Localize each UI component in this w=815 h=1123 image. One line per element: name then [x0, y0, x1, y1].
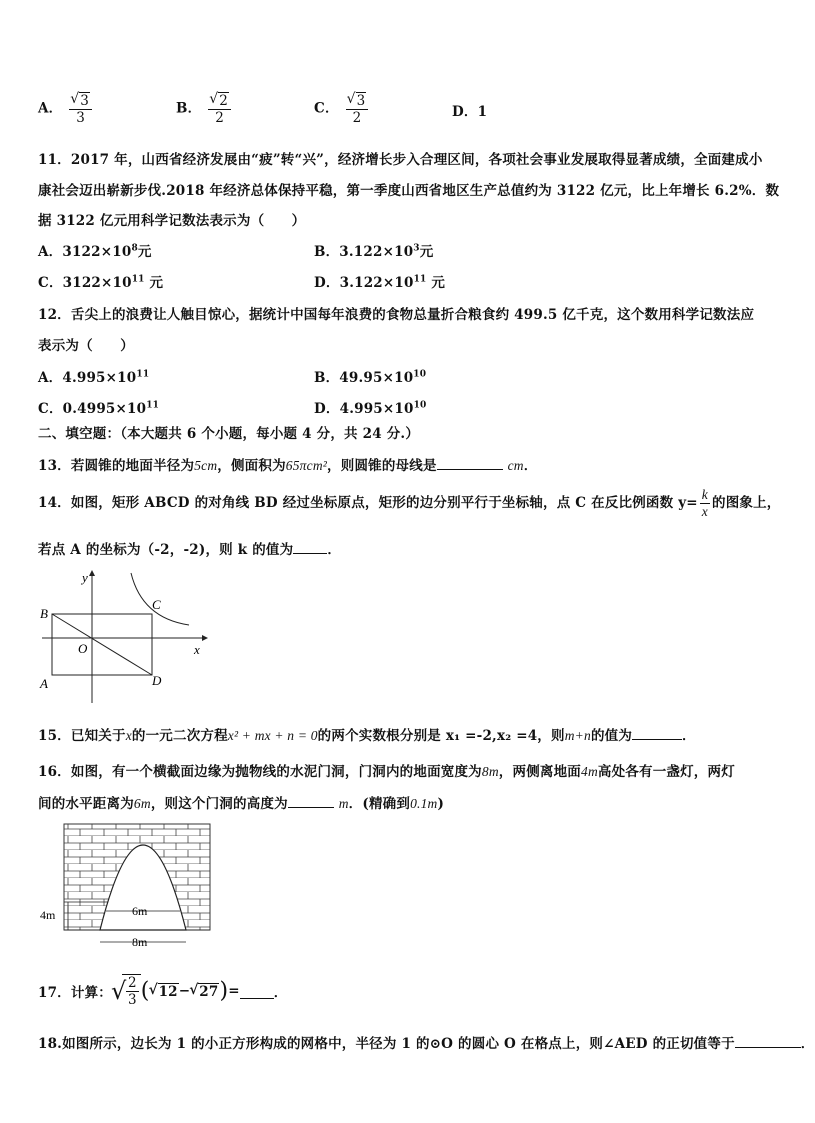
q12-option-a [38, 366, 149, 386]
paren: ( [140, 978, 150, 1004]
text: ，侧面积为 [217, 458, 286, 474]
option-text: D．3.122×10 [314, 275, 414, 291]
q14-line-2 [38, 538, 341, 558]
text: ． [273, 985, 288, 1001]
unit: m [338, 796, 349, 811]
q11-line-1: 11．2017 年，山西省经济发展由“疲”转“兴”，经济增长步入合理区间，各项社会事业发展取得显著成绩，全面建成小 [38, 152, 763, 168]
unit: 元 [419, 244, 434, 260]
answer-blank[interactable] [735, 1033, 801, 1048]
text: 14．如图，矩形 ABCD 的对角线 BD 经过坐标原点，矩形的边分别平行于坐标轴，点 C 在反比例函数 y= [38, 495, 698, 511]
q12-option-c [38, 397, 159, 417]
text: = [228, 983, 240, 999]
q16-figure [38, 822, 214, 952]
denominator: x [701, 504, 708, 519]
minus: − [178, 983, 191, 999]
option-label: C． [314, 100, 339, 117]
q10-option-c [314, 92, 370, 126]
exponent: 11 [413, 274, 427, 285]
answer-blank[interactable] [437, 455, 503, 470]
label-b: B [40, 606, 48, 621]
radical: √ 3 [79, 92, 90, 109]
answer-blank[interactable] [240, 984, 274, 999]
text: ，两侧离地面 [498, 764, 581, 780]
radical: √ 2 [218, 92, 229, 109]
option-text: B．3.122×10 [314, 244, 414, 260]
text: ． [682, 728, 696, 744]
label-4m: 4m [40, 908, 56, 922]
text: ) [437, 796, 445, 812]
q10-option-d: D．1 [452, 104, 488, 120]
q10-option-b [176, 92, 233, 126]
q11-option-b [314, 240, 433, 260]
fraction [126, 975, 139, 1008]
exponent: 3 [413, 243, 420, 254]
numerator: 2 [128, 975, 137, 991]
q17 [38, 974, 288, 1008]
math: m+n [564, 728, 591, 743]
text: 18.如图所示，边长为 1 的小正方形构成的网格中，半径为 1 的⊙O 的圆心 O 在格点上，则∠AED 的正切值等于 [38, 1036, 735, 1052]
label-c: C [152, 597, 161, 612]
denominator: 2 [352, 110, 362, 126]
fraction [346, 92, 369, 126]
diagonal-bd [52, 614, 152, 675]
option-label: B． [176, 100, 202, 117]
x-axis-arrow [202, 635, 208, 641]
text: 15．已知关于 [38, 728, 126, 744]
label-8m: 8m [132, 935, 148, 949]
fraction [700, 487, 710, 520]
option-text: B．49.95×10 [314, 370, 414, 386]
answer-blank[interactable] [288, 793, 334, 808]
unit: 元 [426, 275, 446, 291]
exponent: 11 [131, 274, 145, 285]
math: 6m [133, 796, 151, 811]
q14-line-1 [38, 487, 781, 520]
text: ． [800, 1036, 815, 1052]
text: ，则这个门洞的高度为 [150, 796, 288, 812]
radical: √ 12 [158, 983, 179, 1000]
text: 16．如图，有一个横截面边缘为抛物线的水泥门洞，门洞内的地面宽度为 [38, 764, 482, 780]
radical: √ 27 [198, 983, 219, 1000]
exponent: 11 [136, 369, 150, 380]
text: ． [523, 458, 538, 474]
text: ．(精确到 [348, 796, 411, 812]
text: 的两个实数根分别是 x₁ =-2,x₂ =4，则 [317, 728, 565, 744]
text: 的图象上， [712, 495, 781, 511]
text: 的一元二次方程 [131, 728, 228, 744]
exponent: 10 [413, 369, 427, 380]
q13 [38, 454, 537, 474]
unit: 元 [144, 275, 164, 291]
q10-option-a [38, 92, 94, 126]
q12-option-b [314, 366, 426, 386]
unit: 元 [137, 244, 152, 260]
text: 高处各有一盏灯，两灯 [597, 764, 735, 780]
exponent: 10 [413, 400, 427, 411]
label-x: x [194, 642, 200, 657]
option-text: A．3122×10 [38, 244, 132, 260]
math: 0.1m [410, 796, 438, 811]
math: x [125, 728, 132, 743]
radical-sign: √ [111, 977, 127, 1005]
q11-option-a [38, 240, 152, 260]
q15 [38, 724, 696, 744]
q11-option-d [314, 271, 445, 291]
text: 13．若圆锥的地面半径为 [38, 458, 195, 474]
q11-line-2: 康社会迈出崭新步伐.2018 年经济总体保持平稳，第一季度山西省地区生产总值约为 3122 亿元，比上年增长 6.2%．数 [38, 183, 780, 199]
label-a: A [40, 676, 48, 691]
y-axis-arrow [89, 570, 95, 576]
label-d: D [152, 673, 162, 688]
q12-line-2: 表示为（ ） [38, 338, 134, 354]
unit: cm [507, 458, 524, 473]
text: ． [327, 542, 342, 558]
math: 65πcm² [285, 458, 328, 473]
option-text: A．4.995×10 [38, 370, 137, 386]
q12-option-d [314, 397, 427, 417]
option-text: D．4.995×10 [314, 401, 414, 417]
exponent: 11 [146, 400, 160, 411]
fraction [69, 92, 92, 126]
math: 8m [481, 764, 499, 779]
option-text: C．0.4995×10 [38, 401, 147, 417]
label-y: y [82, 570, 88, 585]
label-6m: 6m [132, 904, 148, 918]
denominator: 2 [215, 110, 225, 126]
text: 17．计算： [38, 985, 112, 1001]
answer-blank[interactable] [632, 725, 682, 740]
option-label: A． [38, 100, 63, 117]
denominator: 3 [128, 992, 137, 1008]
paren: ) [219, 978, 229, 1004]
math: 5cm [194, 458, 218, 473]
numerator: k [701, 487, 708, 502]
fraction [208, 92, 231, 126]
text: 间的水平距离为 [38, 796, 134, 812]
answer-blank[interactable] [293, 539, 327, 554]
math: x² + mx + n = 0 [227, 728, 318, 743]
text: ，则圆锥的母线是 [327, 458, 437, 474]
q14-figure [34, 568, 214, 708]
section-heading: 二、填空题：（本大题共 6 个小题，每小题 4 分，共 24 分.） [38, 426, 420, 442]
math: 4m [581, 764, 598, 779]
text: 的值为 [590, 728, 633, 744]
sqrt-fraction [111, 974, 141, 1008]
q16-line-1 [38, 760, 735, 780]
q11-option-c [38, 271, 163, 291]
q16-line-2 [38, 792, 444, 812]
exponent: 8 [131, 243, 138, 254]
text: 若点 A 的坐标为（-2，-2)，则 k 的值为 [38, 542, 294, 558]
q12-line-1: 12．舌尖上的浪费让人触目惊心，据统计中国每年浪费的食物总量折合粮食约 499.5 亿千克，这个数用科学记数法应 [38, 307, 755, 323]
radical: √ 3 [356, 92, 367, 109]
q18 [38, 1032, 815, 1052]
option-text: C．3122×10 [38, 275, 132, 291]
q11-line-3: 据 3122 亿元用科学记数法表示为（ ） [38, 213, 306, 229]
denominator: 3 [76, 110, 86, 126]
label-o: O [78, 641, 88, 656]
